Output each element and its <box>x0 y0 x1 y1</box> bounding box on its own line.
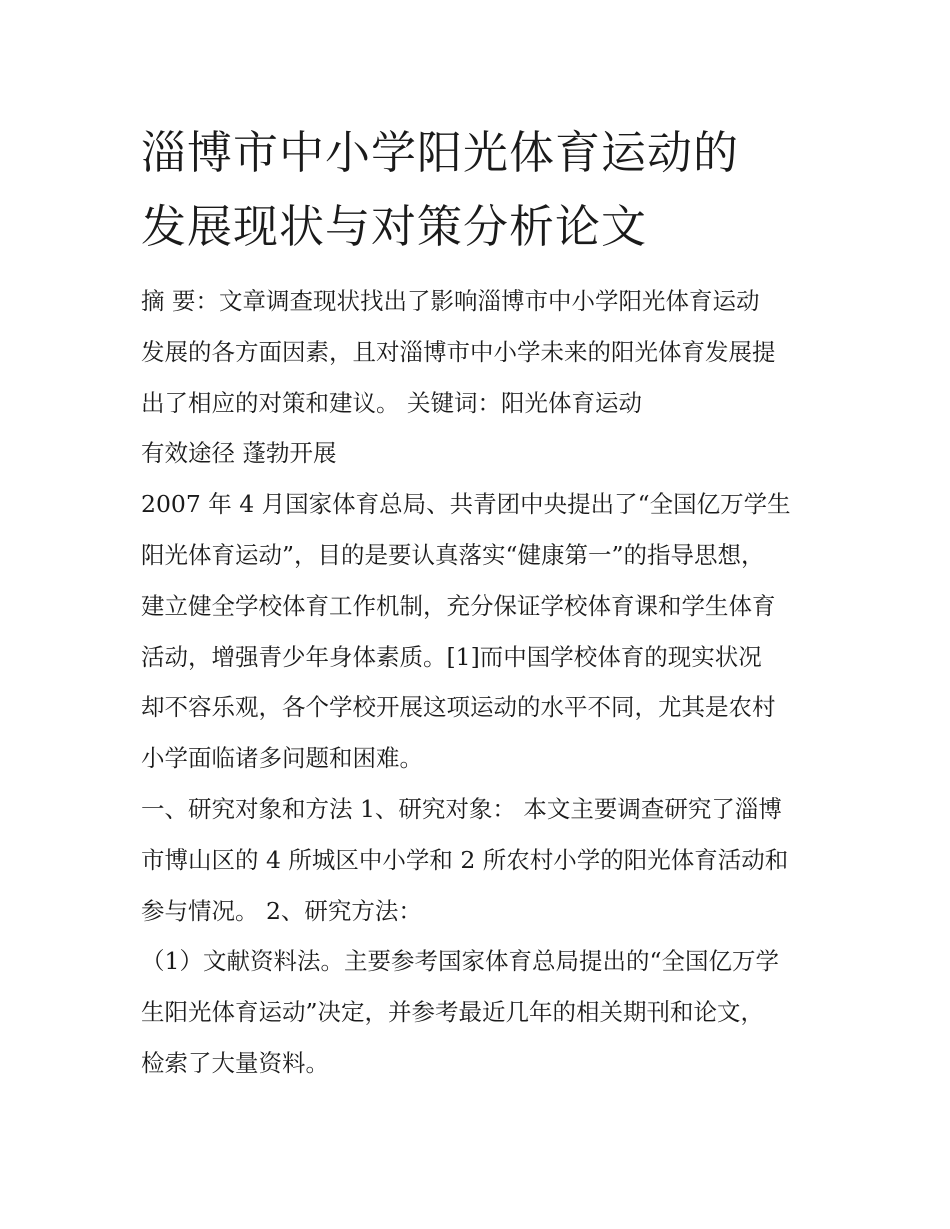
title-line: 发展现状与对策分析论文 <box>141 200 648 253</box>
section-heading-line: 一、研究对象和方法 1、研究对象： 本文主要调查研究了淄博 <box>141 794 782 823</box>
body-text-line: 检索了大量资料。 <box>141 1048 329 1077</box>
title-line: 淄博市中小学阳光体育运动的 <box>141 126 740 179</box>
body-text-line: 生阳光体育运动”决定，并参考最近几年的相关期刊和论文， <box>141 998 765 1027</box>
document-body <box>141 276 821 1089</box>
abstract-line: 摘 要：文章调查现状找出了影响淄博市中小学阳光体育运动 <box>141 287 760 315</box>
body-text-line: 2007 年 4 月国家体育总局、共青团中央提出了“全国亿万学生 <box>141 490 791 519</box>
abstract-line: 发展的各方面因素，且对淄博市中小学未来的阳光体育发展提 <box>141 337 776 366</box>
body-text-line: 建立健全学校体育工作机制，充分保证学校体育课和学生体育 <box>141 591 776 620</box>
keywords-line: 有效途径 蓬勃开展 <box>141 439 337 468</box>
body-text-line: 参与情况。 2、研究方法： <box>141 896 422 925</box>
body-text-line: 阳光体育运动”，目的是要认真落实“健康第一”的指导思想， <box>141 540 765 569</box>
body-text-line: 市博山区的 4 所城区中小学和 2 所农村小学的阳光体育活动和 <box>141 845 789 874</box>
abstract-line: 出了相应的对策和建议。 关键词：阳光体育运动 <box>141 388 642 417</box>
body-text-line: （1）文献资料法。主要参考国家体育总局提出的“全国亿万学 <box>141 947 779 976</box>
body-text-line: 小学面临诸多问题和困难。 <box>141 744 423 773</box>
body-text-line: 却不容乐观，各个学校开展这项运动的水平不同，尤其是农村 <box>141 693 776 722</box>
body-text-line: 活动，增强青少年身体素质。[1]而中国学校体育的现实状况 <box>141 642 762 671</box>
document-title <box>141 116 821 264</box>
